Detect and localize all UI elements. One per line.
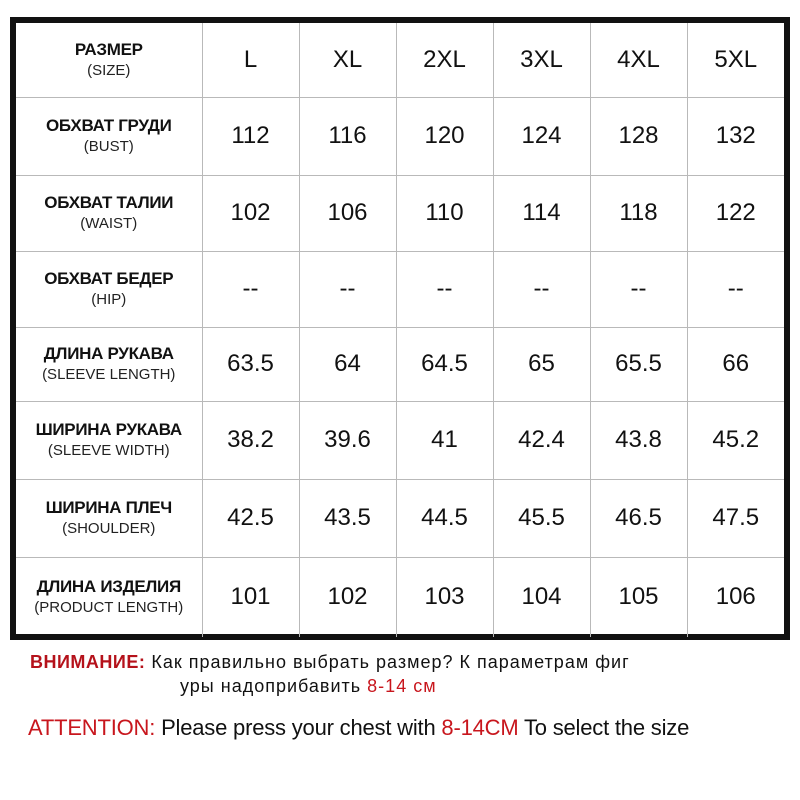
- size-header-cell: 3XL: [493, 23, 590, 97]
- row-label-en: (WAIST): [80, 215, 138, 232]
- attention-text-en-pre: Please press your chest with: [155, 715, 442, 740]
- row-label-ru: ОБХВАТ БЕДЕР: [44, 269, 174, 288]
- table-row: [16, 557, 784, 637]
- attention-notes: [30, 650, 790, 698]
- measurement-value-cell: 104: [493, 557, 590, 637]
- measurement-value-cell: --: [493, 251, 590, 327]
- size-header-cell: XL: [299, 23, 396, 97]
- row-label-en: (SIZE): [87, 61, 131, 79]
- measurement-value-cell: 110: [396, 175, 493, 251]
- row-label-ru: ШИРИНА РУКАВА: [35, 420, 182, 439]
- row-label-en: (HIP): [91, 291, 127, 308]
- measurement-value-cell: 102: [299, 557, 396, 637]
- table-row: [16, 175, 784, 251]
- attention-note-ru: [30, 650, 790, 698]
- measurement-value-cell: 118: [590, 175, 687, 251]
- attention-label-en: ATTENTION:: [28, 715, 156, 740]
- measurement-value-cell: 124: [493, 97, 590, 175]
- measurement-value-cell: 116: [299, 97, 396, 175]
- measurement-value-cell: --: [202, 251, 299, 327]
- measurement-value-cell: 64: [299, 327, 396, 401]
- size-table: [16, 23, 784, 637]
- measurement-value-cell: 102: [202, 175, 299, 251]
- row-label-en: (SLEEVE WIDTH): [47, 442, 170, 459]
- attention-text-ru-line1: Как правильно выбрать размер? К параметрам фиг: [145, 652, 630, 672]
- size-header-cell: 2XL: [396, 23, 493, 97]
- measurement-value-cell: 43.8: [590, 401, 687, 479]
- measurement-value-cell: --: [396, 251, 493, 327]
- attention-note-en: [28, 714, 689, 742]
- row-label-ru: ОБХВАТ ТАЛИИ: [44, 193, 174, 212]
- measurement-value-cell: 43.5: [299, 479, 396, 557]
- attention-text-en-post: To select the size: [518, 715, 690, 740]
- measurement-value-cell: 120: [396, 97, 493, 175]
- measurement-label-cell: [16, 557, 202, 637]
- attention-highlight-ru: 8-14 см: [367, 676, 437, 696]
- table-row: [16, 97, 784, 175]
- measurement-value-cell: --: [299, 251, 396, 327]
- measurement-value-cell: 66: [687, 327, 784, 401]
- measurement-value-cell: 128: [590, 97, 687, 175]
- size-label-cell: [16, 23, 202, 97]
- table-row: [16, 479, 784, 557]
- row-label-ru: ДЛИНА ИЗДЕЛИЯ: [36, 577, 181, 597]
- row-label-ru: РАЗМЕР: [74, 39, 143, 59]
- size-chart: [10, 17, 790, 640]
- row-label-ru: ДЛИНА РУКАВА: [43, 344, 174, 363]
- measurement-label-cell: [16, 401, 202, 479]
- measurement-value-cell: 106: [299, 175, 396, 251]
- table-row: [16, 401, 784, 479]
- measurement-value-cell: --: [687, 251, 784, 327]
- measurement-value-cell: 103: [396, 557, 493, 637]
- measurement-label-cell: [16, 251, 202, 327]
- measurement-value-cell: 122: [687, 175, 784, 251]
- measurement-value-cell: 45.5: [493, 479, 590, 557]
- measurement-label-cell: [16, 175, 202, 251]
- size-header-cell: 5XL: [687, 23, 784, 97]
- measurement-value-cell: 114: [493, 175, 590, 251]
- row-label-en: (SLEEVE LENGTH): [42, 366, 176, 383]
- measurement-value-cell: 41: [396, 401, 493, 479]
- measurement-value-cell: 63.5: [202, 327, 299, 401]
- row-label-ru: ОБХВАТ ГРУДИ: [45, 116, 172, 135]
- measurement-value-cell: 65: [493, 327, 590, 401]
- measurement-label-cell: [16, 97, 202, 175]
- size-header-cell: 4XL: [590, 23, 687, 97]
- measurement-value-cell: 106: [687, 557, 784, 637]
- table-row: [16, 327, 784, 401]
- measurement-value-cell: 64.5: [396, 327, 493, 401]
- table-row: [16, 251, 784, 327]
- measurement-value-cell: 105: [590, 557, 687, 637]
- row-label-en: (PRODUCT LENGTH): [34, 599, 184, 617]
- measurement-value-cell: 47.5: [687, 479, 784, 557]
- measurement-value-cell: 65.5: [590, 327, 687, 401]
- size-header-cell: L: [202, 23, 299, 97]
- header-row: [16, 23, 784, 97]
- measurement-value-cell: 42.5: [202, 479, 299, 557]
- measurement-value-cell: 38.2: [202, 401, 299, 479]
- attention-text-ru-line2: уры надоприбавить: [180, 676, 368, 696]
- measurement-value-cell: 132: [687, 97, 784, 175]
- row-label-en: (SHOULDER): [62, 520, 156, 537]
- measurement-value-cell: 45.2: [687, 401, 784, 479]
- measurement-label-cell: [16, 479, 202, 557]
- row-label-ru: ШИРИНА ПЛЕЧ: [45, 498, 172, 517]
- row-label-en: (BUST): [83, 138, 134, 155]
- measurement-value-cell: 42.4: [493, 401, 590, 479]
- measurement-value-cell: --: [590, 251, 687, 327]
- measurement-value-cell: 39.6: [299, 401, 396, 479]
- measurement-label-cell: [16, 327, 202, 401]
- measurement-value-cell: 112: [202, 97, 299, 175]
- attention-label-ru: ВНИМАНИЕ:: [30, 652, 146, 672]
- measurement-value-cell: 46.5: [590, 479, 687, 557]
- measurement-value-cell: 44.5: [396, 479, 493, 557]
- attention-highlight-en: 8-14CM: [441, 715, 519, 740]
- measurement-value-cell: 101: [202, 557, 299, 637]
